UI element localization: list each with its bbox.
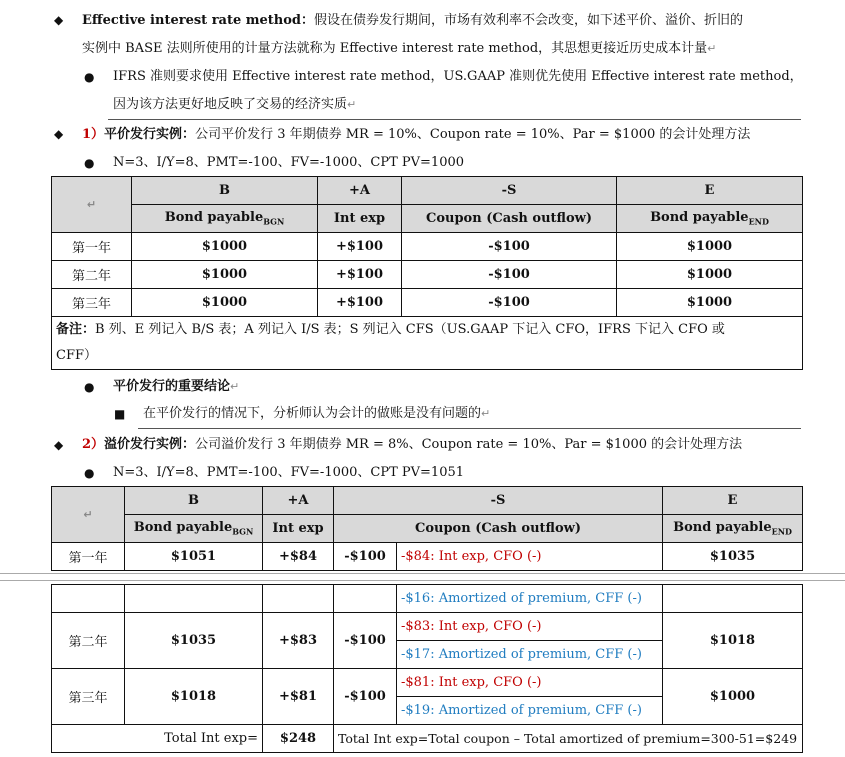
cell-empty — [334, 585, 397, 613]
table-row — [52, 289, 803, 317]
term-label: Effective interest rate method： — [82, 13, 315, 28]
section-title: 平价发行实例： — [104, 127, 196, 142]
cell-a: +$83 — [263, 613, 334, 669]
header-text: Bond payable — [650, 210, 749, 226]
header-a-top: +A — [263, 487, 334, 515]
page-break — [0, 573, 845, 581]
table-row — [52, 585, 803, 613]
cell-a: +$81 — [263, 669, 334, 725]
header-sub: END — [748, 216, 769, 227]
section-number: 2） — [82, 437, 105, 452]
header-a: Int exp — [263, 515, 334, 543]
total-value: $248 — [263, 725, 334, 753]
cell-s: -$100 — [334, 613, 397, 669]
divider — [138, 428, 801, 429]
table-row — [52, 613, 803, 641]
header-a-top: +A — [318, 177, 402, 205]
cell-e: $1018 — [663, 613, 803, 669]
conclusion-body: 在平价发行的情况下，分析师认为会计的做账是没有问题的 — [143, 406, 482, 421]
section-text: 公司溢价发行 3 年期债券 MR = 8%、Coupon rate = 10%、Par = $1000 的会计处理方法 — [195, 437, 743, 452]
cell-e: $1000 — [663, 669, 803, 725]
header-e — [617, 205, 803, 233]
cell-mark-icon: ↵ — [83, 508, 93, 521]
cell-b: $1000 — [132, 261, 318, 289]
header-b — [125, 515, 263, 543]
section-heading-premium — [82, 436, 742, 454]
circle-bullet-icon: ● — [84, 466, 95, 480]
cell-amortized: -$17: Amortized of premium, CFF (-) — [397, 641, 663, 669]
note-text: CFF） — [56, 348, 97, 363]
total-label: Total Int exp= — [52, 725, 263, 753]
paragraph-ifrs — [113, 68, 803, 86]
table-corner — [52, 487, 125, 543]
table-row — [52, 233, 803, 261]
cell-b: $1035 — [125, 613, 263, 669]
cell-s: -$100 — [402, 261, 617, 289]
paragraph-text-line — [82, 40, 716, 58]
premium-issue-table-part1 — [51, 486, 803, 571]
note-text: B 列、E 列记入 B/S 表；A 列记入 I/S 表；S 列记入 CFS（US.GAAP 下记入 CFO，IFRS 下记入 CFO 或 — [95, 322, 725, 337]
section-title: 溢价发行实例： — [104, 437, 196, 452]
premium-issue-table-part2 — [51, 584, 803, 753]
cell-a: +$100 — [318, 233, 402, 261]
paragraph-mark-icon: ↵ — [347, 98, 357, 111]
header-e — [663, 515, 803, 543]
diamond-bullet-icon: ◆ — [54, 13, 64, 27]
table-row — [52, 261, 803, 289]
cell-s: -$100 — [334, 669, 397, 725]
cell-b: $1051 — [125, 543, 263, 571]
cell-empty — [52, 585, 125, 613]
cell-e: $1000 — [617, 233, 803, 261]
paragraph-text: IFRS 准则要求使用 Effective interest rate method，US.GAAP 准则优先使用 Effective interest rate method， — [113, 69, 803, 84]
circle-bullet-icon: ● — [84, 156, 95, 170]
paragraph-mark-icon: ↵ — [481, 407, 491, 420]
cell-e: $1035 — [663, 543, 803, 571]
diamond-bullet-icon: ◆ — [54, 127, 64, 141]
header-b — [132, 205, 318, 233]
row-label: 第一年 — [52, 543, 125, 571]
cell-b: $1018 — [125, 669, 263, 725]
divider — [108, 119, 801, 120]
circle-bullet-icon: ● — [84, 380, 95, 394]
header-sub: BGN — [232, 526, 254, 537]
header-sub: BGN — [263, 216, 285, 227]
calc-line — [113, 154, 464, 172]
cell-b: $1000 — [132, 289, 318, 317]
section-text: 公司平价发行 3 年期债券 MR = 10%、Coupon rate = 10%、Par = $1000 的会计处理方法 — [195, 127, 751, 142]
cell-e: $1000 — [617, 289, 803, 317]
header-text: Bond payable — [133, 520, 233, 536]
calc-text: N=3、I/Y=8、PMT=-100、FV=-1000、CPT PV=1000 — [113, 155, 465, 170]
cell-a: +$100 — [318, 289, 402, 317]
header-b-top: B — [125, 487, 263, 515]
header-b-top: B — [132, 177, 318, 205]
table-row — [52, 543, 803, 571]
row-label: 第二年 — [52, 261, 132, 289]
note-label: 备注： — [56, 322, 96, 337]
paragraph-mark-icon: ↵ — [707, 42, 717, 55]
conclusion-title-text: 平价发行的重要结论 — [113, 379, 231, 394]
paragraph-text: 实例中 BASE 法则所使用的计量方法就称为 Effective interest rate method，其思想更接近历史成本计量 — [82, 41, 708, 56]
calc-line — [113, 464, 464, 482]
header-s: Coupon (Cash outflow) — [402, 205, 617, 233]
cell-a: +$84 — [263, 543, 334, 571]
cell-empty — [263, 585, 334, 613]
table-note — [52, 317, 803, 370]
cell-mark-icon: ↵ — [86, 198, 97, 211]
header-e-top: E — [663, 487, 803, 515]
header-sub: END — [771, 526, 792, 537]
paragraph-ifrs-line2 — [113, 96, 356, 114]
row-label: 第三年 — [52, 669, 125, 725]
cell-b: $1000 — [132, 233, 318, 261]
cell-int-exp: -$84: Int exp, CFO (-) — [397, 543, 663, 571]
cell-amortized: -$16: Amortized of premium, CFF (-) — [397, 585, 663, 613]
row-label: 第一年 — [52, 233, 132, 261]
table-row-total — [52, 725, 803, 753]
cell-e: $1000 — [617, 261, 803, 289]
table-corner — [52, 177, 132, 233]
cell-int-exp: -$81: Int exp, CFO (-) — [397, 669, 663, 697]
row-label: 第二年 — [52, 613, 125, 669]
header-s-top: -S — [334, 487, 663, 515]
diamond-bullet-icon: ◆ — [54, 438, 64, 452]
cell-s: -$100 — [334, 543, 397, 571]
paragraph-effective-interest — [82, 12, 743, 30]
cell-a: +$100 — [318, 261, 402, 289]
table-row — [52, 669, 803, 697]
header-text: Bond payable — [673, 520, 772, 536]
cell-empty — [663, 585, 803, 613]
header-text: Bond payable — [164, 210, 264, 226]
cell-int-exp: -$83: Int exp, CFO (-) — [397, 613, 663, 641]
circle-bullet-icon: ● — [84, 70, 95, 84]
section-number: 1） — [82, 127, 105, 142]
header-a: Int exp — [318, 205, 402, 233]
row-label: 第三年 — [52, 289, 132, 317]
paragraph-text: 因为该方法更好地反映了交易的经济实质 — [113, 97, 348, 112]
paragraph-text: 假设在债券发行期间，市场有效利率不会改变，如下述平价、溢价、折旧的 — [314, 13, 744, 28]
cell-s: -$100 — [402, 289, 617, 317]
cell-empty — [125, 585, 263, 613]
header-e-top: E — [617, 177, 803, 205]
section-heading-par — [82, 126, 750, 144]
cell-s: -$100 — [402, 233, 617, 261]
cell-amortized: -$19: Amortized of premium, CFF (-) — [397, 697, 663, 725]
conclusion-title — [113, 378, 239, 396]
header-s-top: -S — [402, 177, 617, 205]
calc-text: N=3、I/Y=8、PMT=-100、FV=-1000、CPT PV=1051 — [113, 465, 465, 480]
par-issue-table — [51, 176, 803, 370]
square-bullet-icon: ■ — [114, 407, 126, 421]
total-formula: Total Int exp=Total coupon – Total amortized of premium=300-51=$249 — [334, 725, 803, 753]
header-s: Coupon (Cash outflow) — [334, 515, 663, 543]
conclusion-text — [143, 405, 490, 423]
paragraph-mark-icon: ↵ — [230, 380, 240, 393]
